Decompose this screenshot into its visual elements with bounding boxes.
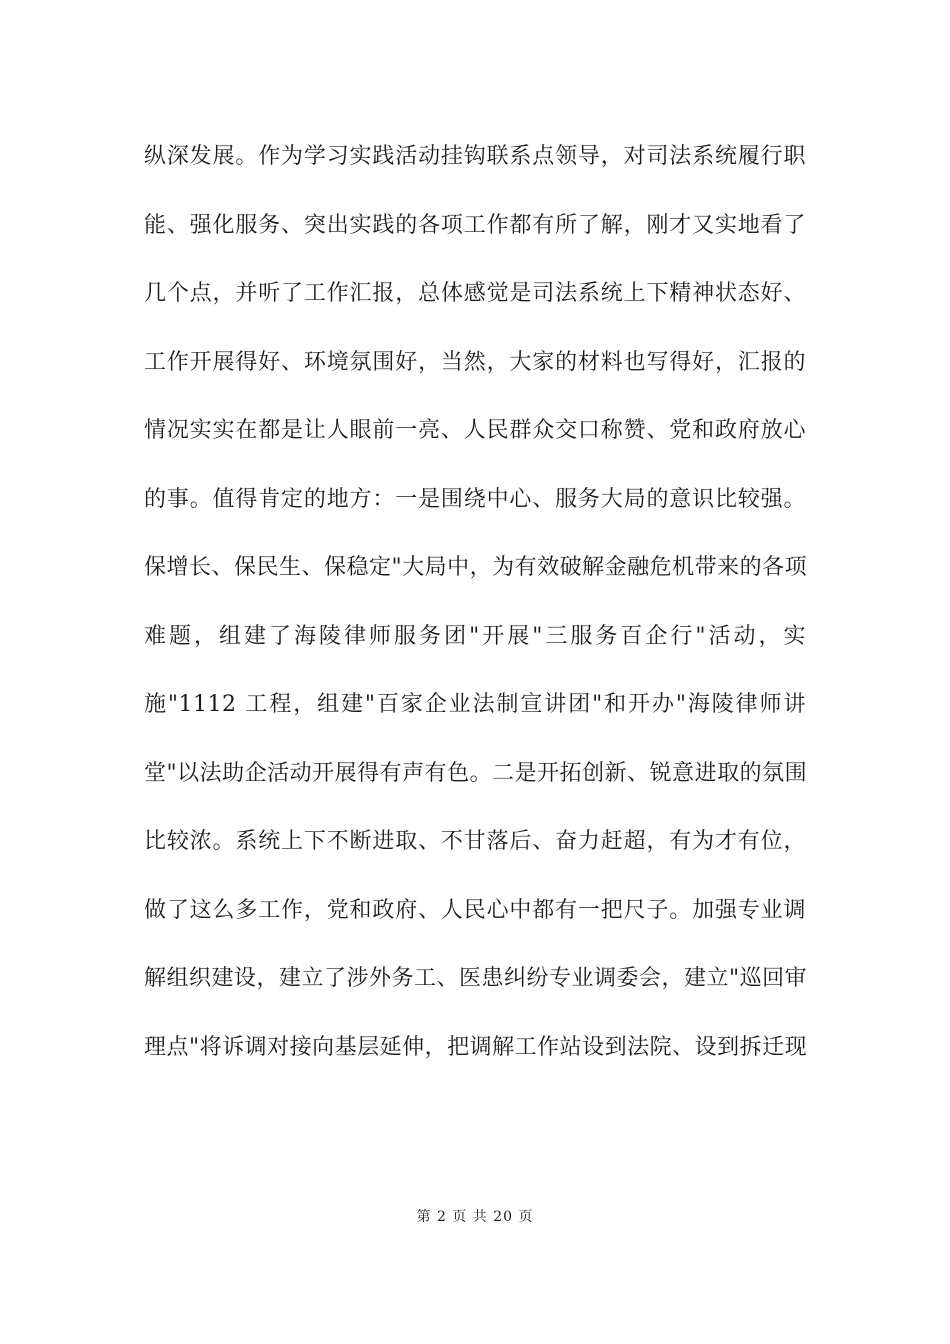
text-line-5: 情况实实在都是让人眼前一亮、人民群众交口称赞、党和政府放心: [144, 418, 806, 443]
page-number-footer: 第 2 页 共 20 页: [416, 1209, 534, 1225]
text-line-7: 保增长、保民生、保稳定"大局中，为有效破解金融危机带来的各项: [144, 555, 808, 580]
text-line-6: 的事。值得肯定的地方：一是围绕中心、服务大局的意识比较强。: [144, 486, 806, 512]
text-line-9: 施"1112 工程，组建"百家企业法制宣讲团"和开办"海陵律师讲: [144, 692, 806, 717]
text-line-1: 纵深发展。作为学习实践活动挂钩联系点领导，对司法系统履行职: [144, 144, 806, 169]
body-text: [144, 137, 806, 1096]
text-line-10: 堂"以法助企活动开展得有声有色。二是开拓创新、锐意进取的氛围: [144, 760, 808, 786]
text-line-8: 难题，组建了海陵律师服务团"开展"三服务百企行"活动，实: [144, 623, 806, 649]
text-line-11: 比较浓。系统上下不断进取、不甘落后、奋力赶超，有为才有位，: [144, 829, 806, 854]
text-line-3: 几个点，并听了工作汇报，总体感觉是司法系统上下精神状态好、: [144, 281, 806, 306]
text-line-14: 理点"将诉调对接向基层延伸，把调解工作站设到法院、设到拆迁现: [144, 1034, 808, 1060]
text-line-12: 做了这么多工作，党和政府、人民心中都有一把尺子。加强专业调: [144, 897, 806, 923]
text-line-13: 解组织建设，建立了涉外务工、医患纠纷专业调委会，建立"巡回审: [144, 966, 808, 991]
text-line-4: 工作开展得好、环境氛围好，当然，大家的材料也写得好，汇报的: [144, 349, 806, 375]
text-line-2: 能、强化服务、突出实践的各项工作都有所了解，刚才又实地看了: [144, 212, 806, 238]
